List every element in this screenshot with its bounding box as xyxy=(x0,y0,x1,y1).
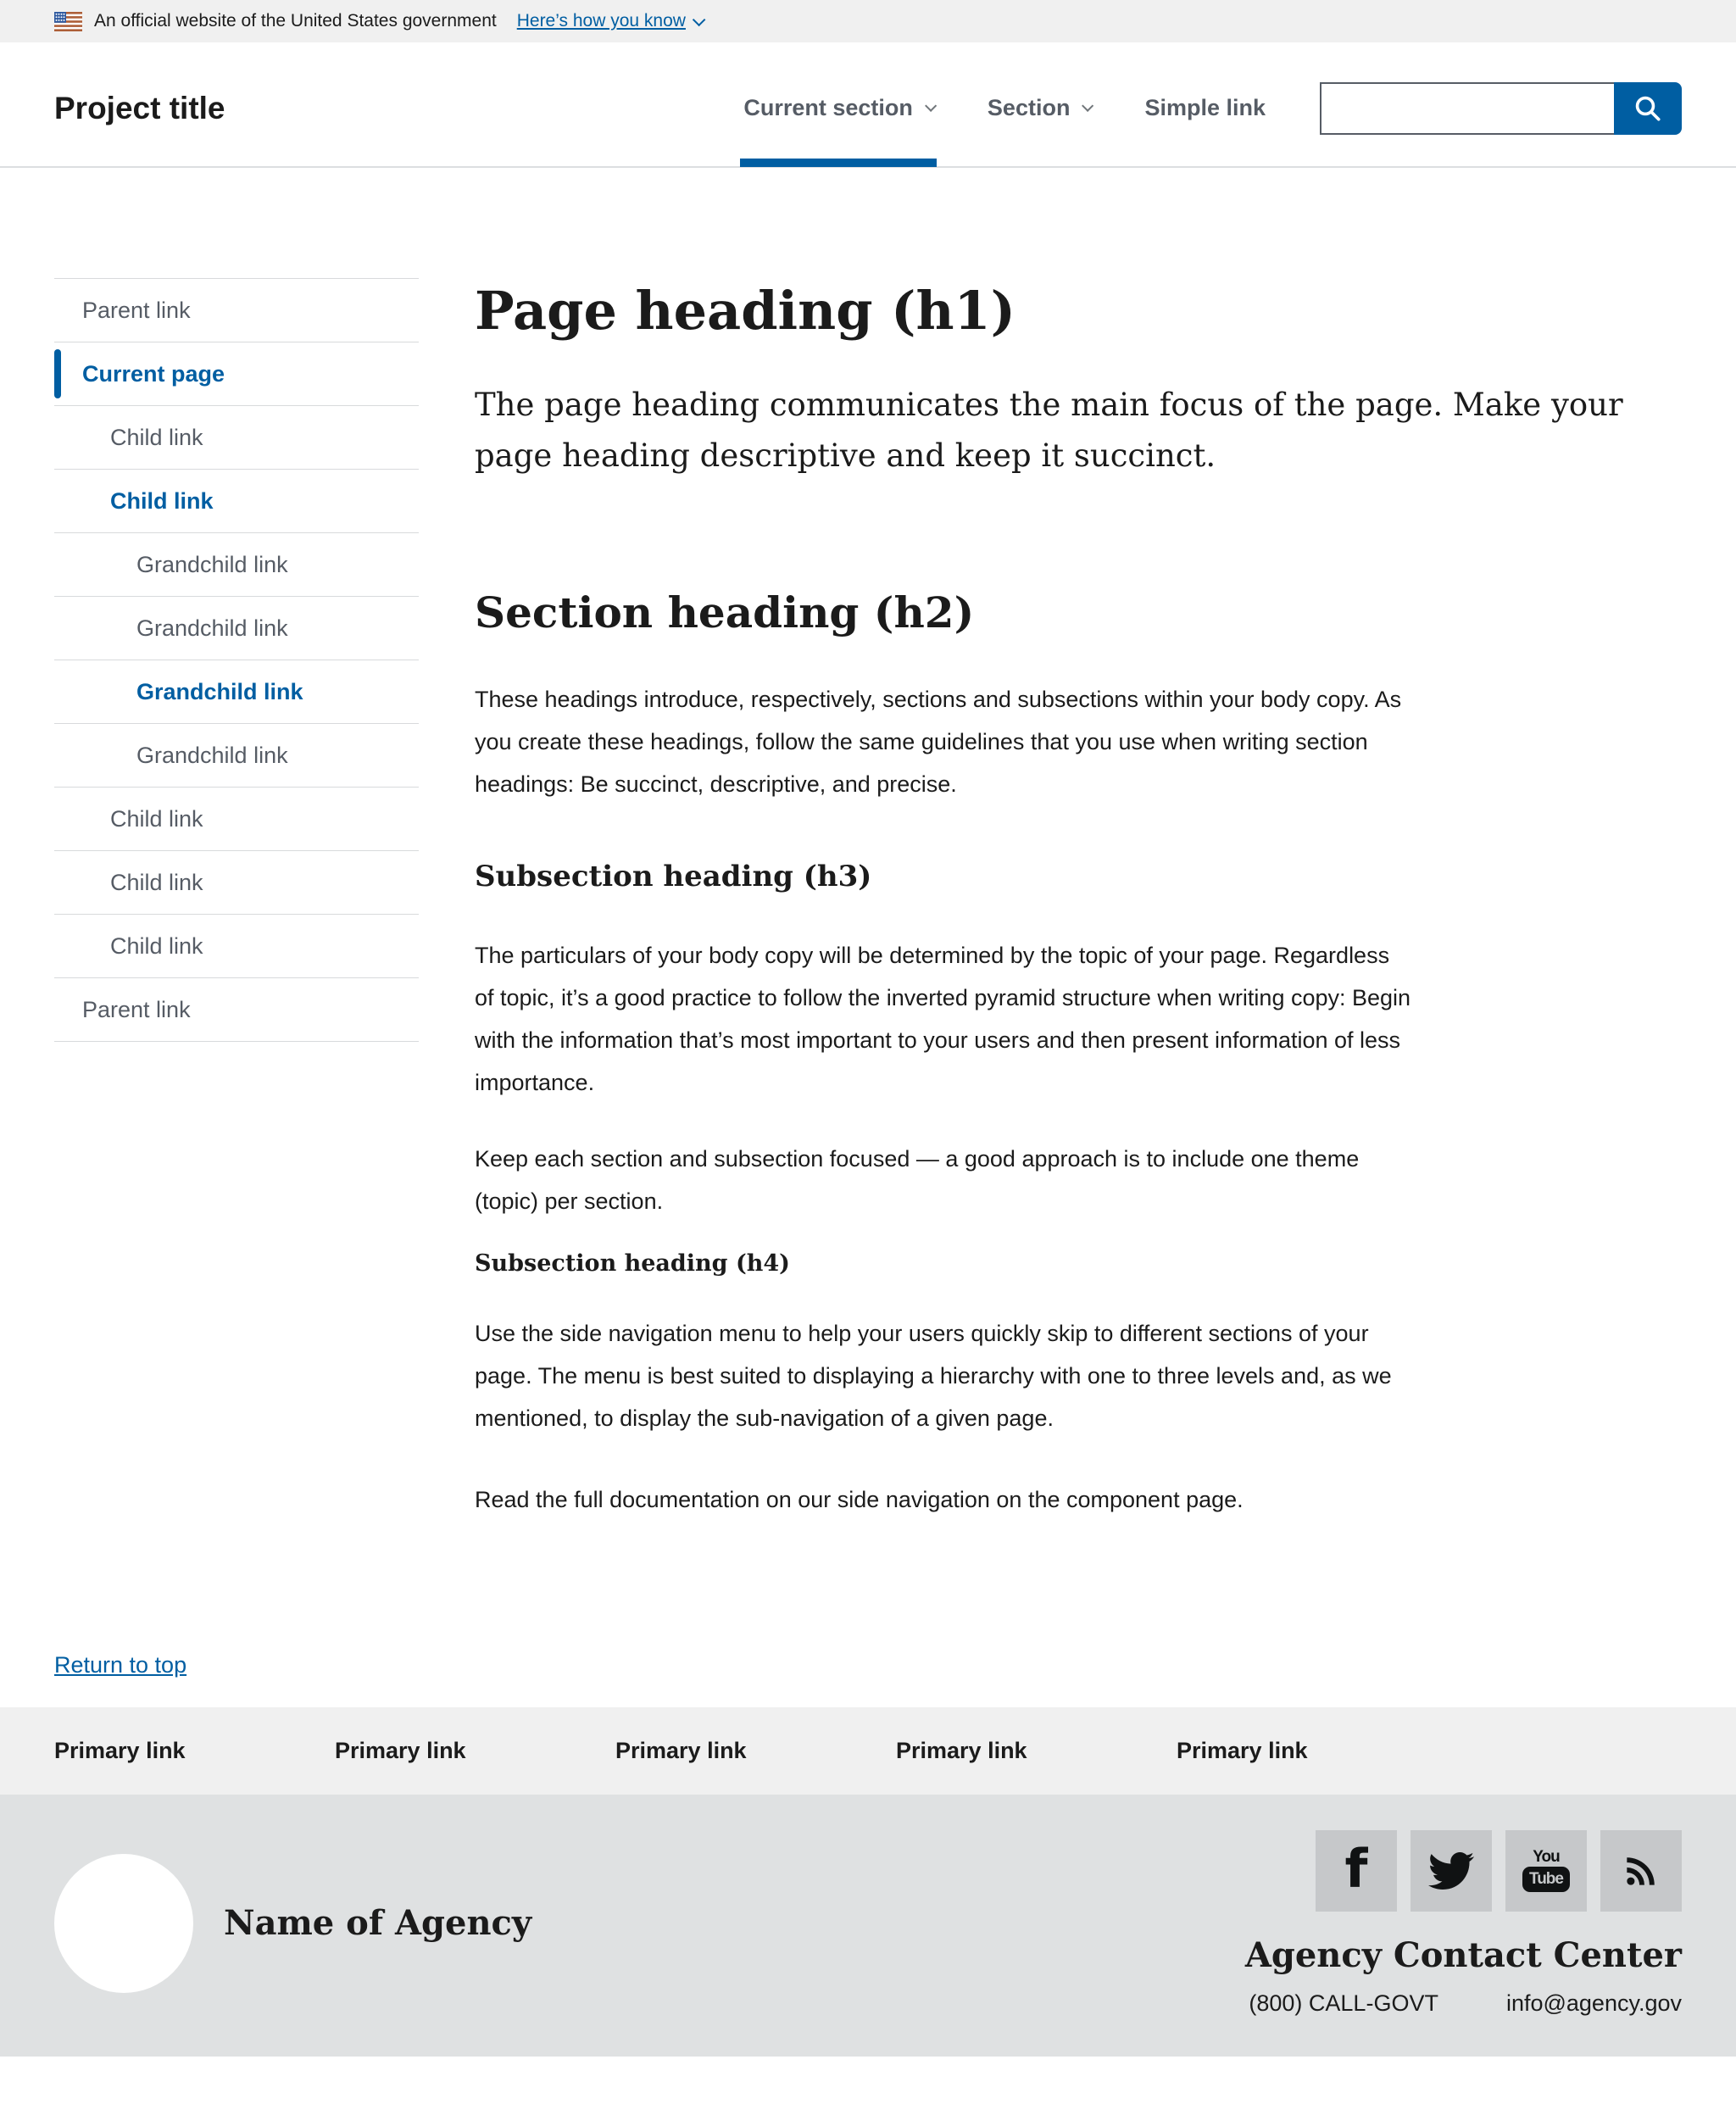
youtube-link[interactable] xyxy=(1505,1830,1587,1912)
sidenav-item[interactable] xyxy=(54,977,419,1042)
agency-block xyxy=(54,1854,531,1993)
sidenav-link[interactable]: Child link xyxy=(110,870,203,895)
footer-primary-section xyxy=(0,1707,1736,1795)
footer-primary-link[interactable]: Primary link xyxy=(896,1737,1027,1763)
facebook-link[interactable] xyxy=(1316,1830,1397,1912)
banner-how-you-know-link[interactable] xyxy=(517,11,702,31)
nav-item-label: Current section xyxy=(743,94,913,120)
chevron-down-icon xyxy=(1082,100,1094,112)
rss-icon xyxy=(1620,1850,1662,1892)
email-link[interactable]: info@agency.gov xyxy=(1505,1990,1682,2016)
search-form xyxy=(1320,74,1682,135)
subsection-heading-h4: Subsection heading (h4) xyxy=(475,1250,790,1277)
sidenav-link[interactable]: Child link xyxy=(110,488,214,514)
side-navigation xyxy=(54,278,419,1521)
primary-nav xyxy=(743,42,1266,167)
sidenav-link[interactable]: Grandchild link xyxy=(136,679,303,704)
body-paragraph: Read the full documentation on our side navigation on the component page. xyxy=(475,1486,1244,1512)
section-heading: Section heading (h2) xyxy=(475,587,975,637)
page-heading: Page heading (h1) xyxy=(475,280,1016,342)
body-paragraph: These headings introduce, respectively, sections and subsections within your body copy. As you create these headings, follow the same guidelines that you use when writing section headings: Be succinct, descriptive, and precise. xyxy=(475,686,1402,797)
search-icon xyxy=(1633,93,1663,124)
chevron-down-icon xyxy=(925,100,937,112)
chevron-down-icon xyxy=(693,13,706,26)
us-flag-icon xyxy=(54,12,82,31)
footer-primary-link[interactable]: Primary link xyxy=(54,1737,186,1763)
agency-name: Name of Agency xyxy=(224,1903,532,1943)
twitter-icon xyxy=(1428,1848,1474,1894)
sidenav-link[interactable]: Child link xyxy=(110,933,203,959)
body-paragraph: The particulars of your body copy will be determined by the topic of your page. Regardless of topic, it’s a good practice to follow the inverted pyramid structure when writing copy: Begin with the information that’s most important to your users and then present information of less importance. xyxy=(475,942,1411,1095)
nav-item-current-section[interactable] xyxy=(743,42,933,167)
sidenav-item[interactable] xyxy=(54,278,419,342)
footer-primary-nav xyxy=(54,1739,1682,1762)
sidenav-item[interactable] xyxy=(54,405,419,469)
footer-primary-link[interactable]: Primary link xyxy=(615,1737,747,1763)
sidenav-link[interactable]: Parent link xyxy=(82,298,191,323)
nav-item-label: Section xyxy=(987,94,1071,120)
sidenav-link[interactable]: Grandchild link xyxy=(136,615,288,641)
agency-logo xyxy=(54,1854,193,1993)
rss-link[interactable] xyxy=(1600,1830,1682,1912)
intro-paragraph: The page heading communicates the main focus of the page. Make your page heading descriptive and keep it succinct. xyxy=(475,386,1623,474)
phone-link[interactable]: (800) CALL-GOVT xyxy=(1249,1990,1438,2016)
social-links xyxy=(1316,1830,1682,1912)
body-paragraph: Keep each section and subsection focused — a good approach is to include one theme (topic) per section. xyxy=(475,1145,1360,1214)
sidenav-link[interactable]: Child link xyxy=(110,806,203,832)
sidenav-item[interactable] xyxy=(54,723,419,787)
main-content xyxy=(475,278,1653,1521)
footer-primary-link[interactable]: Primary link xyxy=(1177,1737,1308,1763)
contact-center-heading: Agency Contact Center xyxy=(1244,1934,1682,1975)
nav-item-section[interactable] xyxy=(988,42,1091,167)
nav-item-label: Simple link xyxy=(1144,94,1266,120)
twitter-link[interactable] xyxy=(1410,1830,1492,1912)
footer-primary-link[interactable]: Primary link xyxy=(335,1737,466,1763)
nav-item-simple-link[interactable] xyxy=(1144,42,1266,167)
contact-block xyxy=(1245,1830,1682,2017)
footer-secondary-section xyxy=(0,1795,1736,2057)
subsection-heading-h3: Subsection heading (h3) xyxy=(475,859,872,893)
sidenav-item[interactable] xyxy=(54,660,419,723)
body-paragraph: Use the side navigation menu to help your users quickly skip to different sections of your page. The menu is best suited to displaying a hierarchy with one to three levels and, as we mentioned, to display the sub-navigation of a given page. xyxy=(475,1320,1392,1431)
sidenav-item[interactable] xyxy=(54,469,419,532)
sidenav-link[interactable]: Grandchild link xyxy=(136,552,288,577)
sidenav-link[interactable]: Grandchild link xyxy=(136,743,288,768)
search-input[interactable] xyxy=(1320,82,1614,135)
youtube-icon: You Tube xyxy=(1522,1849,1570,1892)
banner-text: An official website of the United States government xyxy=(94,11,497,31)
sidenav-item-current-page[interactable] xyxy=(54,342,419,405)
search-button[interactable] xyxy=(1614,82,1682,135)
site-header xyxy=(0,42,1736,168)
page-body xyxy=(0,168,1736,1521)
sidenav-item[interactable] xyxy=(54,914,419,977)
banner-how-you-know-label: Here’s how you know xyxy=(516,11,686,31)
gov-banner xyxy=(0,0,1736,42)
site-footer xyxy=(0,1707,1736,2057)
sidenav-link[interactable]: Current page xyxy=(82,361,225,387)
sidenav-item[interactable] xyxy=(54,850,419,914)
sidenav-item[interactable] xyxy=(54,532,419,596)
facebook-icon: f xyxy=(1344,1837,1368,1900)
sidenav-item[interactable] xyxy=(54,596,419,660)
contact-links xyxy=(1249,1990,1682,2017)
site-title[interactable]: Project title xyxy=(54,91,225,125)
sidenav-item[interactable] xyxy=(54,787,419,850)
sidenav-link[interactable]: Parent link xyxy=(82,997,191,1022)
return-to-top-link[interactable]: Return to top xyxy=(54,1651,187,1678)
sidenav-link[interactable]: Child link xyxy=(110,425,203,450)
